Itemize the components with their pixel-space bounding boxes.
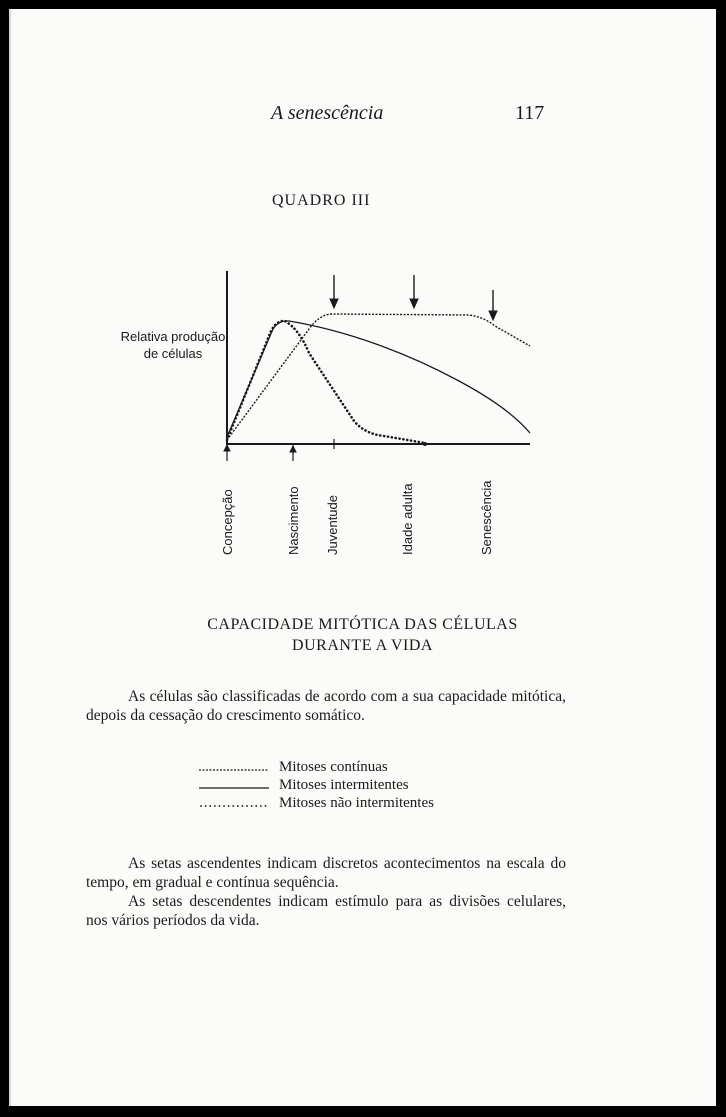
legend-label-intermittent: Mitoses intermitentes bbox=[279, 777, 409, 793]
figure-caption bbox=[9, 614, 716, 656]
stage-label-youth: Juventude bbox=[325, 495, 340, 555]
figure-caption-line1: CAPACIDADE MITÓTICA DAS CÉLULAS bbox=[207, 616, 518, 633]
figure-caption-line2: DURANTE A VIDA bbox=[292, 637, 433, 654]
down-arrow-youth bbox=[330, 275, 338, 308]
legend-swatch-solid bbox=[199, 780, 269, 790]
down-arrow-senescence bbox=[489, 290, 497, 320]
page-number: 117 bbox=[515, 102, 545, 124]
intro-paragraph bbox=[86, 687, 566, 725]
stage-label-adulthood: Idade adulta bbox=[400, 483, 415, 555]
y-axis-label-line1: Relativa produção bbox=[120, 329, 226, 344]
up-arrow-birth bbox=[290, 445, 296, 461]
intro-text: As células são classificadas de acordo com a sua capacidade mitótica, depois da cessação do crescimento somático. bbox=[86, 688, 566, 724]
plate-title: QUADRO III bbox=[272, 192, 371, 209]
up-arrow-conception bbox=[224, 445, 230, 461]
legend bbox=[199, 758, 519, 812]
page bbox=[9, 9, 716, 1106]
legend-swatch-dotted bbox=[199, 798, 269, 808]
series-non-intermittent-mitoses bbox=[227, 321, 425, 443]
legend-label-continuous: Mitoses contínuas bbox=[279, 759, 388, 775]
down-arrow-adulthood bbox=[410, 275, 418, 308]
stage-label-senescence: Senescência bbox=[479, 480, 494, 555]
note-descending-arrows: As setas descendentes indicam estímulo para as divisões celulares, nos vários períodos da vida. bbox=[86, 893, 566, 929]
legend-swatch-dashed bbox=[199, 762, 269, 772]
legend-label-non-intermittent: Mitoses não intermitentes bbox=[279, 795, 434, 811]
running-title: A senescência bbox=[271, 102, 384, 124]
mitotic-capacity-chart bbox=[9, 9, 716, 609]
curve-end-marker bbox=[423, 442, 427, 446]
legend-item-non-intermittent bbox=[199, 794, 519, 812]
legend-item-intermittent bbox=[199, 776, 519, 794]
legend-item-continuous bbox=[199, 758, 519, 776]
y-axis-label bbox=[103, 329, 243, 361]
stage-label-birth: Nascimento bbox=[286, 486, 301, 555]
series-continuous-mitoses bbox=[227, 314, 530, 440]
series-intermittent-mitoses bbox=[227, 321, 530, 437]
stage-label-conception: Concepção bbox=[220, 489, 235, 555]
notes bbox=[86, 854, 566, 930]
y-axis-label-line2: de células bbox=[143, 346, 203, 361]
note-ascending-arrows: As setas ascendentes indicam discretos acontecimentos na escala do tempo, em gradual e contínua sequência. bbox=[86, 855, 566, 891]
